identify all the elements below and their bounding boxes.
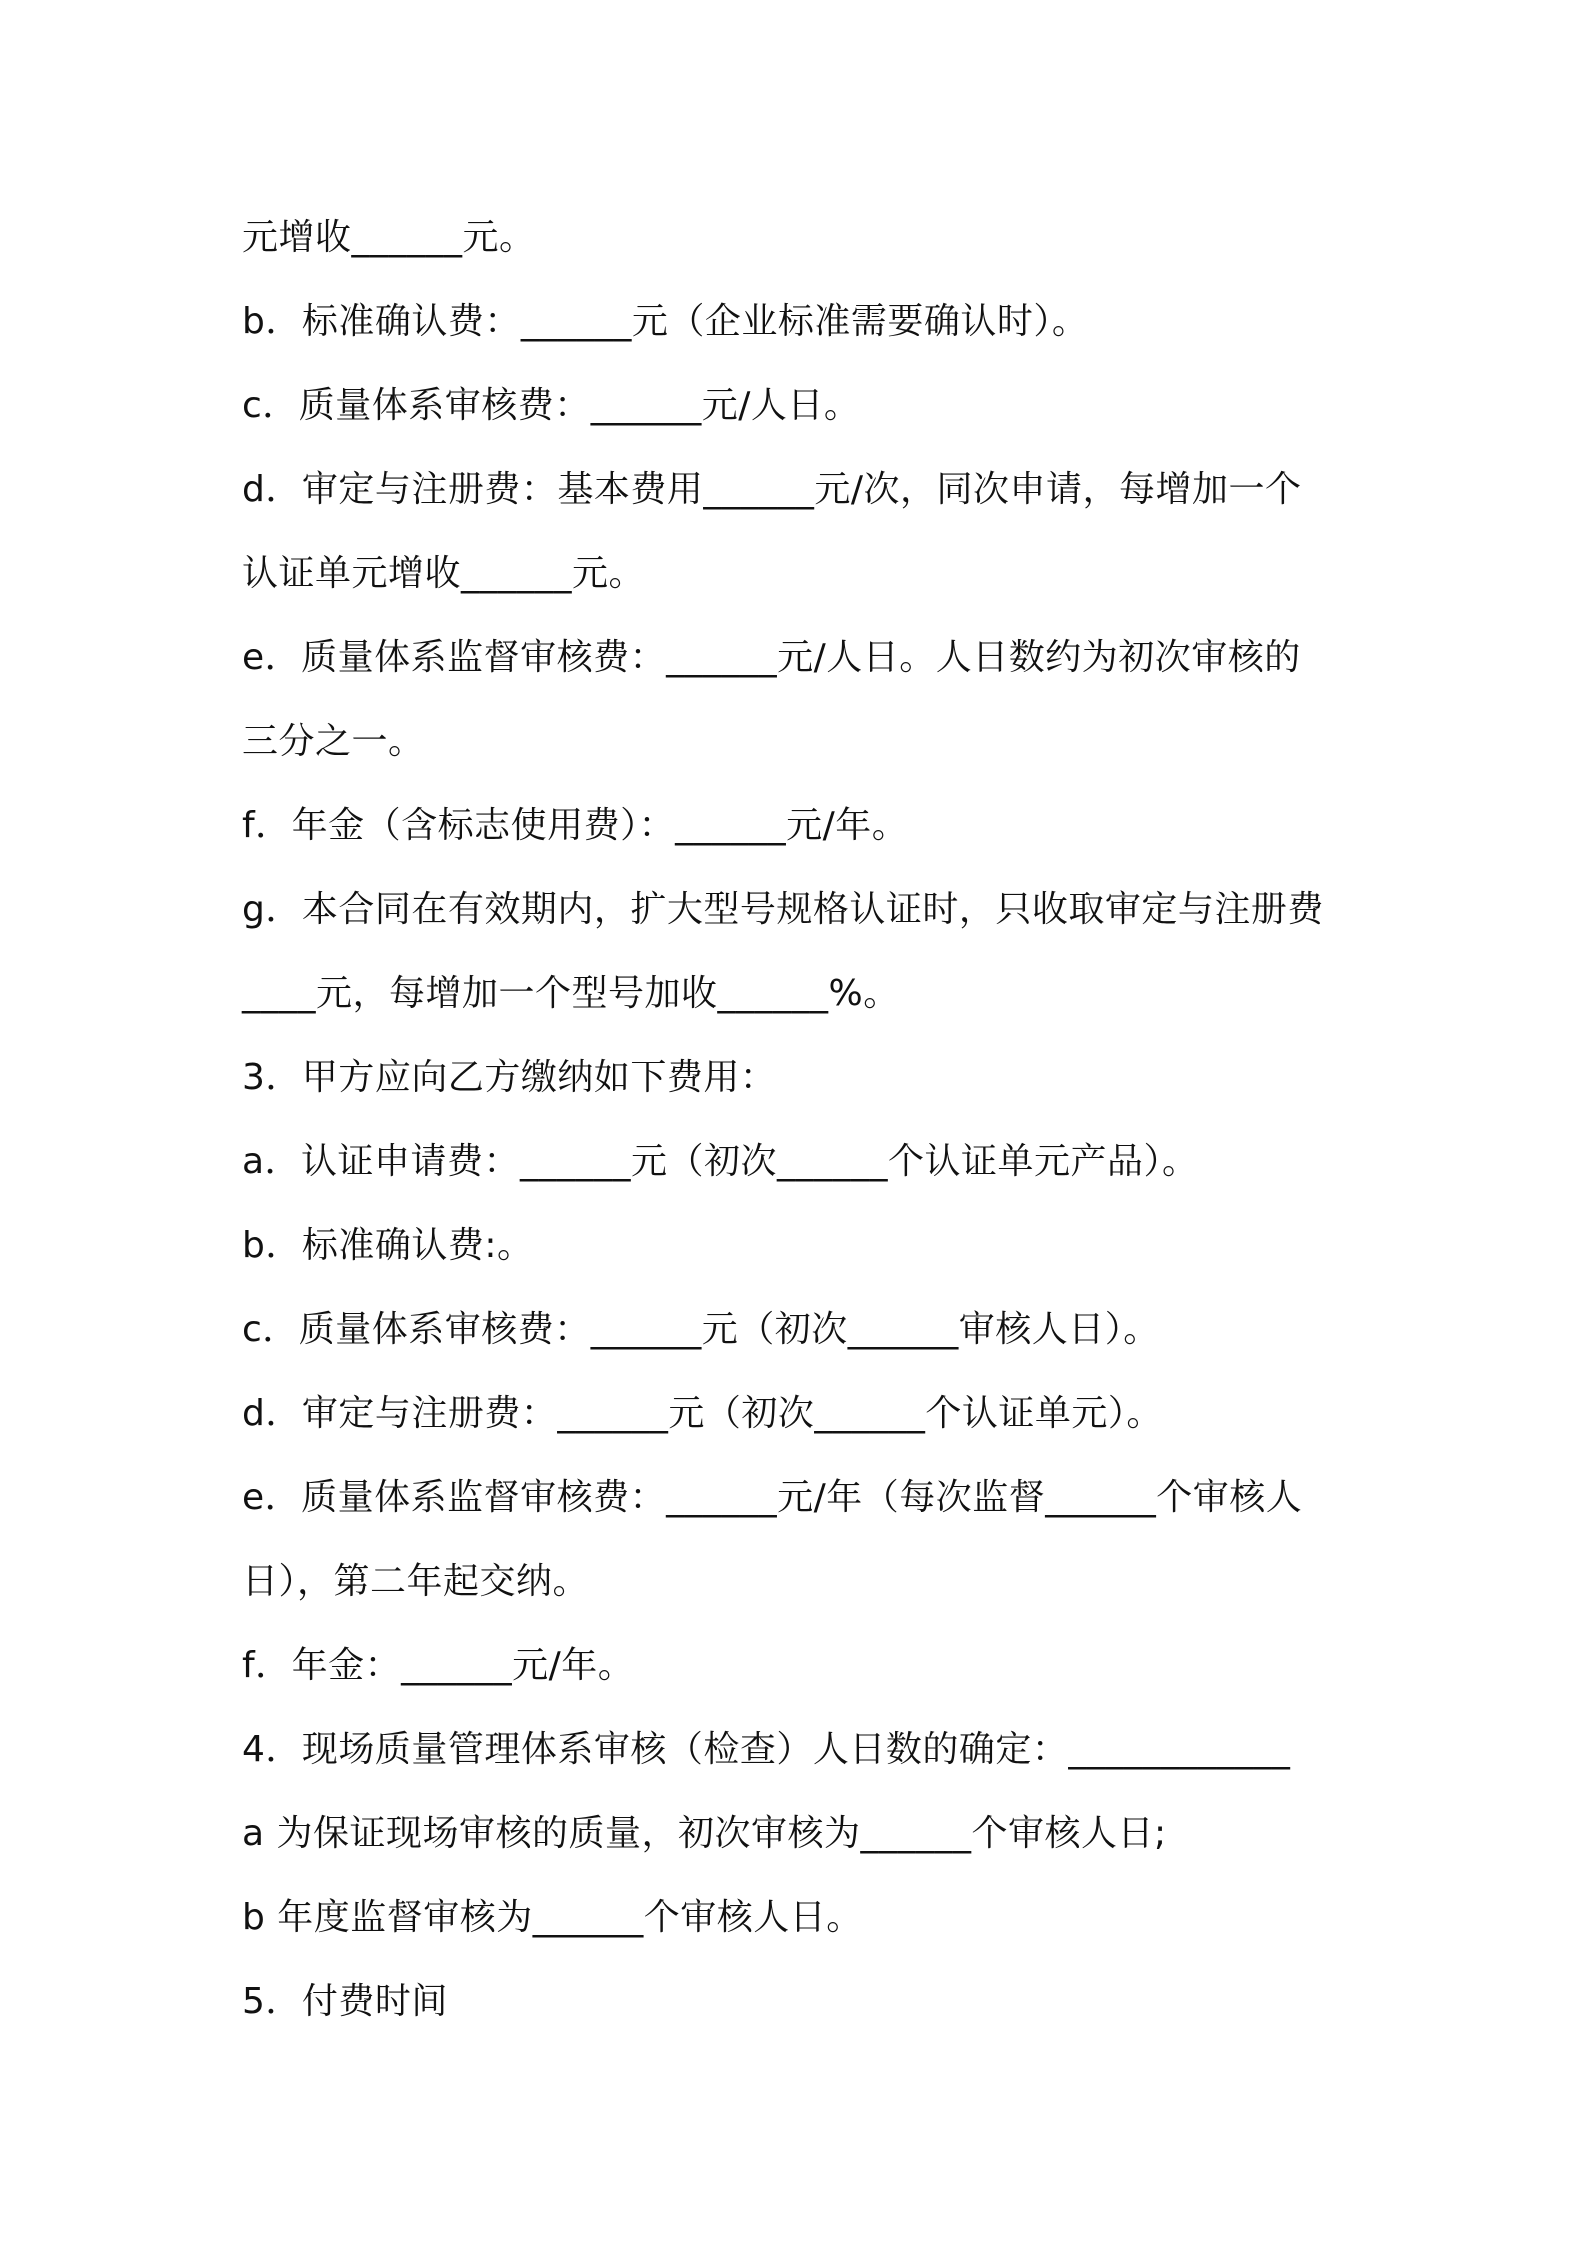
text-line: a 为保证现场审核的质量，初次审核为______个审核人日; xyxy=(242,1813,1167,1854)
text-line: a．认证申请费：______元（初次______个认证单元产品）。 xyxy=(242,1141,1199,1182)
text-line: b．标准确认费:。 xyxy=(242,1225,534,1266)
text-line: 三分之一。 xyxy=(242,721,425,762)
section-heading: 5．付费时间 xyxy=(242,1981,448,2022)
text-line: f．年金：______元/年。 xyxy=(242,1645,635,1686)
text-line: 元增收______元。 xyxy=(242,217,536,258)
text-line: d．审定与注册费：______元（初次______个认证单元）。 xyxy=(242,1393,1163,1434)
section-heading: 3．甲方应向乙方缴纳如下费用： xyxy=(242,1057,777,1098)
document-body xyxy=(242,196,1362,2044)
text-line: c．质量体系审核费：______元/人日。 xyxy=(242,385,861,426)
text-line: g．本合同在有效期内，扩大型号规格认证时，只收取审定与注册费 xyxy=(242,889,1324,930)
text-line: ____元，每增加一个型号加收______%。 xyxy=(242,973,900,1014)
text-line: e．质量体系监督审核费：______元/人日。人日数约为初次审核的 xyxy=(242,637,1301,678)
section-heading: 4．现场质量管理体系审核（检查）人日数的确定：____________ xyxy=(242,1729,1291,1770)
text-line: b．标准确认费：______元（企业标准需要确认时）。 xyxy=(242,301,1089,342)
text-line: b 年度监督审核为______个审核人日。 xyxy=(242,1897,863,1938)
text-line: e．质量体系监督审核费：______元/年（每次监督______个审核人 xyxy=(242,1477,1303,1518)
text-line: 日），第二年起交纳。 xyxy=(242,1561,590,1602)
text-line: d．审定与注册费：基本费用______元/次，同次申请，每增加一个 xyxy=(242,469,1302,510)
text-line: f．年金（含标志使用费）：______元/年。 xyxy=(242,805,909,846)
text-line: 认证单元增收______元。 xyxy=(242,553,646,594)
text-line: c．质量体系审核费：______元（初次______审核人日）。 xyxy=(242,1309,1160,1350)
